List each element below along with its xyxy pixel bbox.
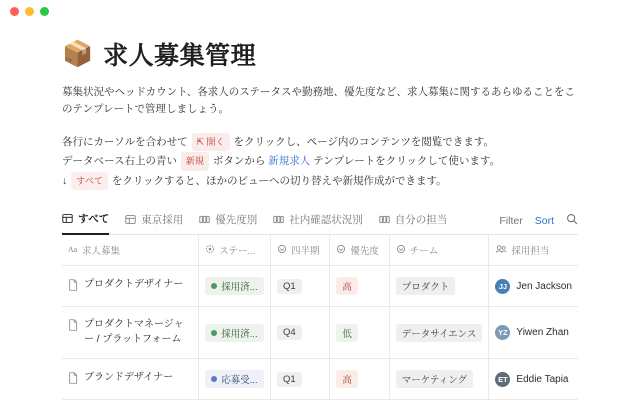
column-header-owner[interactable] — [489, 235, 578, 266]
table-row[interactable] — [62, 266, 578, 307]
minimize-window-button[interactable] — [25, 7, 34, 16]
status-label: 採用済... — [221, 328, 258, 340]
instruction-3-text-b: をクリックすると、ほかのビューへの切り替えや新規作成ができます。 — [111, 174, 447, 187]
status-label: 採用済... — [221, 282, 258, 294]
select-property-icon — [336, 244, 346, 257]
quarter-badge: Q1 — [277, 372, 302, 387]
cell-name[interactable] — [62, 266, 199, 307]
search-icon[interactable] — [566, 213, 578, 228]
cell-team[interactable] — [389, 359, 489, 400]
cell-priority[interactable] — [330, 359, 389, 400]
table-icon — [62, 213, 73, 224]
person-property-icon — [495, 244, 507, 257]
cell-quarter[interactable] — [270, 307, 329, 359]
avatar: JJ — [495, 279, 510, 294]
maximize-window-button[interactable] — [40, 7, 49, 16]
column-header-quarter[interactable] — [270, 235, 329, 266]
cell-name[interactable] — [62, 307, 199, 359]
avatar: ET — [495, 372, 510, 387]
table-header-row — [62, 235, 578, 266]
row-title: ブランドデザイナー — [84, 372, 174, 384]
column-header-name[interactable] — [62, 235, 199, 266]
page-emoji-icon[interactable]: 📦 — [62, 39, 94, 68]
cell-owner[interactable] — [489, 359, 578, 400]
open-chip[interactable]: ⇱ 開く — [192, 133, 230, 152]
instruction-2-text-b: ボタンから — [212, 155, 266, 168]
cell-priority[interactable] — [330, 307, 389, 359]
close-window-button[interactable] — [10, 7, 19, 16]
cell-status[interactable] — [199, 359, 271, 400]
tab-tokyo-hiring[interactable] — [125, 207, 183, 235]
instruction-2-text-a: データベース右上の青い — [62, 155, 177, 168]
page-title[interactable]: 求人募集管理 — [103, 42, 257, 70]
avatar: YZ — [495, 325, 510, 340]
cell-name[interactable] — [62, 359, 199, 400]
status-label: 応募受... — [221, 375, 258, 387]
new-chip[interactable]: 新規 — [181, 152, 209, 171]
select-property-icon — [277, 244, 287, 257]
status-badge — [205, 370, 263, 388]
cell-owner[interactable] — [489, 266, 578, 307]
cell-team[interactable] — [389, 266, 489, 307]
page-instructions — [62, 133, 578, 192]
cell-status[interactable] — [199, 307, 271, 359]
select-property-icon — [396, 244, 406, 257]
column-header-name-label: 求人募集 — [82, 246, 121, 258]
owner-name: Jen Jackson — [516, 280, 572, 292]
owner-name: Yiwen Zhan — [516, 327, 569, 339]
instruction-1-text-a: 各行にカーソルを合わせて — [62, 135, 188, 148]
tab-my-assignments-label: 自分の担当 — [394, 214, 448, 227]
priority-badge: 高 — [336, 370, 358, 388]
instruction-line-2 — [62, 152, 578, 172]
tab-by-priority-label: 優先度別 — [215, 214, 258, 227]
cell-status[interactable] — [199, 266, 271, 307]
tab-by-priority[interactable] — [199, 207, 257, 235]
sort-button[interactable]: Sort — [534, 214, 554, 227]
svg-text:Aa: Aa — [68, 244, 78, 254]
column-header-priority-label: 優先度 — [350, 246, 379, 258]
column-header-team-label: チーム — [409, 246, 439, 258]
quarter-badge: Q4 — [277, 325, 302, 340]
tab-internal-review-status-label: 社内確認状況別 — [289, 214, 363, 227]
view-tabbar — [62, 207, 578, 235]
instruction-2-text-c: テンプレートをクリックして使います。 — [313, 155, 500, 168]
table-icon — [125, 214, 136, 225]
column-header-status[interactable] — [199, 235, 271, 266]
tab-tokyo-hiring-label: 東京採用 — [141, 214, 184, 227]
new-job-template-link[interactable]: 新規求人 — [268, 155, 311, 168]
tab-all[interactable] — [62, 207, 109, 235]
team-badge: マーケティング — [396, 370, 473, 388]
tab-my-assignments[interactable] — [379, 207, 448, 235]
cell-owner[interactable] — [489, 307, 578, 359]
board-icon — [199, 214, 210, 225]
board-icon — [379, 214, 390, 225]
window-titlebar — [0, 0, 640, 22]
column-header-priority[interactable] — [330, 235, 389, 266]
row-title: プロダクトデザイナー — [84, 279, 184, 291]
page-header — [62, 36, 578, 72]
status-dot-icon — [211, 376, 217, 382]
all-view-chip[interactable]: すべて — [71, 172, 108, 191]
status-property-icon — [205, 244, 215, 257]
team-badge: データサイエンス — [396, 324, 483, 342]
status-badge — [205, 324, 263, 342]
filter-button[interactable]: Filter — [499, 214, 523, 227]
table-row[interactable] — [62, 359, 578, 400]
cell-team[interactable] — [389, 307, 489, 359]
page-content — [0, 36, 640, 400]
page-icon — [68, 279, 78, 294]
cell-priority[interactable] — [330, 266, 389, 307]
text-property-icon — [68, 244, 78, 257]
row-title: プロダクトマネージャー / プラットフォーム — [84, 319, 184, 345]
instruction-line-3 — [62, 172, 578, 192]
cell-quarter[interactable] — [270, 359, 329, 400]
tab-all-label: すべて — [78, 213, 110, 226]
column-header-team[interactable] — [389, 235, 489, 266]
owner-name: Eddie Tapia — [516, 373, 569, 385]
status-dot-icon — [211, 283, 217, 289]
page-description: 募集状況やヘッドカウント、各求人のステータスや勤務地、優先度など、求人募集に関するあらゆることをこのテンプレートで管理しましょう。 — [62, 86, 576, 116]
column-header-status-label: ステー... — [219, 246, 256, 258]
status-dot-icon — [211, 330, 217, 336]
column-header-quarter-label: 四半期 — [290, 246, 320, 258]
cell-quarter[interactable] — [270, 266, 329, 307]
status-badge — [205, 277, 263, 295]
table-row[interactable] — [62, 307, 578, 359]
tab-internal-review-status[interactable] — [273, 207, 363, 235]
down-arrow-icon: ↓ — [62, 174, 68, 187]
column-header-owner-label: 採用担当 — [511, 246, 550, 258]
database-table — [62, 235, 578, 400]
team-badge: プロダクト — [396, 277, 456, 295]
board-icon — [273, 214, 284, 225]
page-icon — [68, 372, 78, 387]
priority-badge: 低 — [336, 324, 358, 342]
instruction-line-1 — [62, 133, 578, 153]
database-toolbar — [499, 213, 578, 228]
page-icon — [68, 319, 78, 334]
priority-badge: 高 — [336, 277, 358, 295]
instruction-1-text-b: をクリックし、ページ内のコンテンツを閲覧できます。 — [233, 135, 494, 148]
quarter-badge: Q1 — [277, 279, 302, 294]
